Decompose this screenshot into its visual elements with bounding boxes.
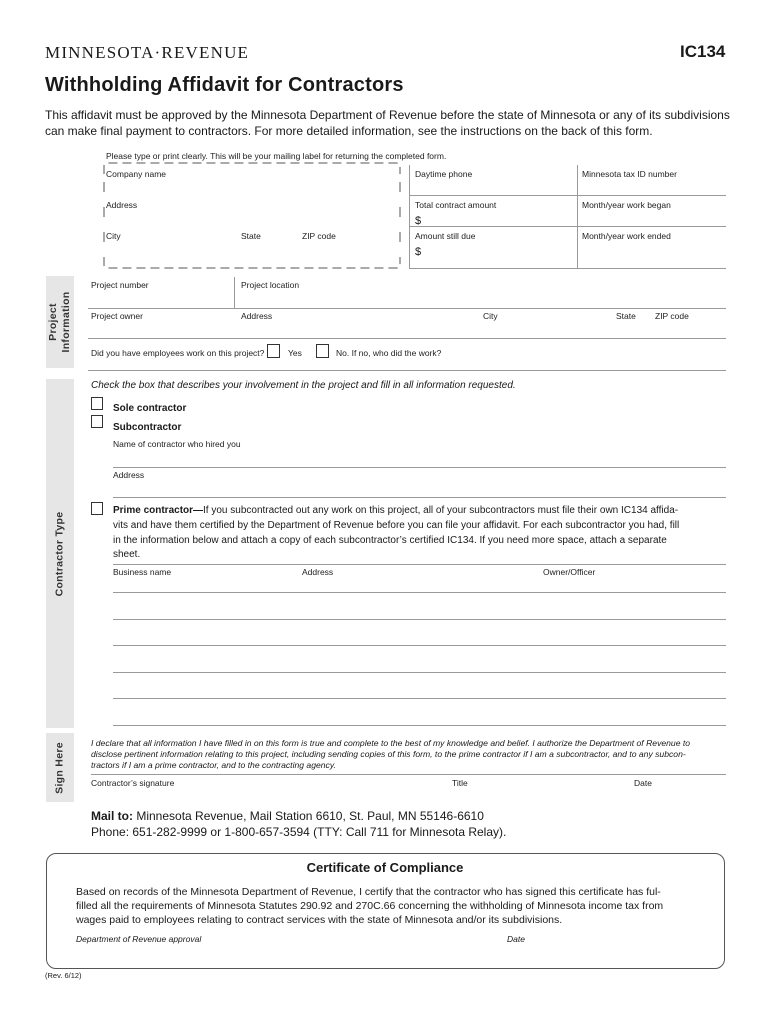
project-owner-field[interactable] — [91, 322, 721, 337]
signature-label: Contractor’s signature — [91, 778, 175, 788]
intro-line-2: can make final payment to contractors. For more detailed information, see the instructions on the back of this form. — [45, 124, 653, 138]
project-location-label: Project location — [241, 280, 300, 290]
project-state-label: State — [616, 311, 636, 321]
month-ended-label: Month/year work ended — [582, 231, 671, 241]
dollar-sign-1: $ — [415, 215, 422, 227]
hired-by-label: Name of contractor who hired you — [113, 439, 241, 449]
certificate-date-label: Date — [507, 934, 525, 944]
total-contract-field[interactable] — [425, 213, 570, 226]
project-zip-label: ZIP code — [655, 311, 689, 321]
subcontractor-row[interactable] — [113, 631, 726, 645]
mail-to-label: Mail to: — [91, 809, 133, 823]
daytime-phone-field[interactable] — [415, 180, 570, 194]
amount-due-label: Amount still due — [415, 231, 476, 241]
declaration-line-3: tractors if I am a prime contractor, and to the contracting agency. — [91, 760, 336, 770]
col-business-name: Business name — [113, 567, 172, 577]
tax-id-label: Minnesota tax ID number — [582, 169, 677, 179]
who-did-work-field[interactable] — [440, 344, 722, 359]
employees-yes-label: Yes — [288, 348, 302, 358]
project-information-tab: Project Information — [46, 276, 74, 368]
company-name-field[interactable] — [106, 180, 396, 196]
hired-by-address-label: Address — [113, 470, 145, 480]
sign-here-tab: Sign Here — [46, 733, 74, 802]
zip-label: ZIP code — [302, 231, 336, 241]
project-address-label: Address — [241, 311, 273, 321]
project-location-field[interactable] — [241, 291, 721, 306]
col-owner-officer: Owner/Officer — [543, 567, 596, 577]
dollar-sign-2: $ — [415, 246, 422, 258]
company-name-label: Company name — [106, 169, 167, 179]
page-title: Withholding Affidavit for Contractors — [45, 74, 404, 96]
title-field[interactable] — [452, 758, 622, 774]
state-label: State — [241, 231, 261, 241]
declaration-line-2: disclose pertinent information relating to this project, including sending copies of this form, to the prime contractor if I am a subcontractor, and to any subcon- — [91, 749, 686, 759]
prime-contractor-text-2: vits and have them certified by the Department of Revenue before you can file your affidavit. For each subcontractor you had, fill — [113, 520, 680, 531]
address-label: Address — [106, 200, 138, 210]
signature-field[interactable] — [91, 758, 441, 774]
employees-no-checkbox[interactable] — [316, 344, 329, 358]
form-id: IC134 — [680, 42, 726, 61]
revision-note: (Rev. 6/12) — [45, 971, 82, 980]
certificate-title: Certificate of Compliance — [306, 860, 464, 875]
prime-contractor-text-4: sheet. — [113, 549, 141, 560]
month-began-field[interactable] — [582, 211, 722, 225]
project-number-field[interactable] — [91, 291, 229, 306]
subcontractor-checkbox[interactable] — [91, 415, 103, 428]
hired-by-field[interactable] — [113, 450, 725, 466]
title-label: Title — [452, 778, 468, 788]
subcontractor-row[interactable] — [113, 578, 726, 592]
contractor-instruction: Check the box that describes your involvement in the project and fill in all information requested. — [91, 380, 516, 391]
subcontractor-row[interactable] — [113, 657, 726, 671]
subcontractor-row[interactable] — [113, 684, 726, 698]
declaration-line-1: I declare that all information I have filled in on this form is true and complete to the best of my knowledge and belief. I authorize the Department of Revenue to — [91, 738, 691, 748]
employees-question: Did you have employees work on this project? — [91, 348, 265, 358]
project-owner-label: Project owner — [91, 311, 143, 321]
total-contract-label: Total contract amount — [415, 200, 497, 210]
employees-yes-checkbox[interactable] — [267, 344, 280, 358]
month-began-label: Month/year work began — [582, 200, 671, 210]
month-ended-field[interactable] — [582, 242, 722, 256]
sole-contractor-checkbox[interactable] — [91, 397, 103, 410]
certificate-line-2: filled all the requirements of Minnesota Statutes 290.92 and 270C.66 concerning the withholding of Minnesota income tax from — [76, 900, 664, 912]
city-label: City — [106, 231, 121, 241]
certificate-line-3: wages paid to employees relating to contract services with the state of Minnesota and/or its subdivisions. — [76, 914, 563, 926]
prime-contractor-text-1: Prime contractor—If you subcontracted out any work on this project, all of your subcontractors must file their own IC134 affida- — [113, 505, 679, 516]
tax-id-field[interactable] — [582, 180, 722, 194]
subcontractor-row[interactable] — [113, 604, 726, 618]
mail-address: Minnesota Revenue, Mail Station 6610, St. Paul, MN 55146-6610 — [136, 809, 484, 823]
contractor-type-tab: Contractor Type — [46, 379, 74, 728]
date-label: Date — [634, 778, 652, 788]
mailing-instruction: Please type or print clearly. This will be your mailing label for returning the completed form. — [106, 151, 447, 161]
employees-no-label: No. If no, who did the work? — [336, 348, 442, 358]
agency-logo: MINNESOTA·REVENUE — [45, 43, 250, 62]
mail-phone: Phone: 651-282-9999 or 1-800-657-3594 (TTY: Call 711 for Minnesota Relay). — [91, 825, 507, 839]
prime-contractor-text-3: in the information below and attach a copy of each subcontractor’s certified IC134. If you need more space, attach a separate — [113, 535, 667, 546]
date-field[interactable] — [634, 758, 724, 774]
project-city-label: City — [483, 311, 498, 321]
hired-by-address-field[interactable] — [113, 481, 725, 496]
mail-to — [91, 809, 484, 823]
certificate-line-1: Based on records of the Minnesota Department of Revenue, I certify that the contractor who has signed this certificate has ful- — [76, 886, 661, 898]
sole-contractor-label: Sole contractor — [113, 403, 187, 414]
subcontractor-label: Subcontractor — [113, 422, 182, 433]
approval-label: Department of Revenue approval — [76, 934, 202, 944]
prime-contractor-label: Prime contractor— — [113, 505, 204, 516]
intro-line-1: This affidavit must be approved by the Minnesota Department of Revenue before the state of Minnesota or any of its subdivisions — [45, 108, 730, 122]
amount-due-field[interactable] — [425, 244, 570, 258]
city-state-zip-field[interactable] — [106, 242, 396, 258]
col-address: Address — [302, 567, 334, 577]
project-number-label: Project number — [91, 280, 149, 290]
prime-contractor-checkbox[interactable] — [91, 502, 103, 515]
daytime-phone-label: Daytime phone — [415, 169, 473, 179]
address-field[interactable] — [106, 211, 396, 227]
